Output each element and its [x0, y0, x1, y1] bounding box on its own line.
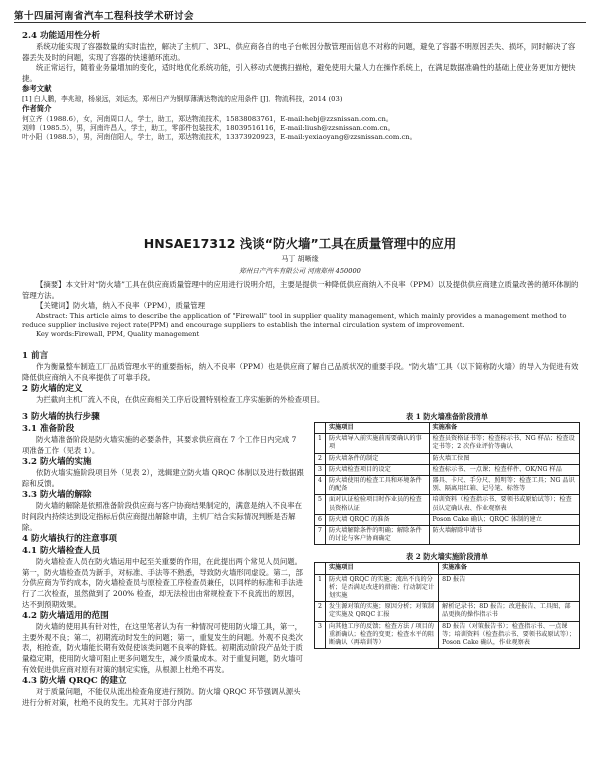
- table-cell: 发生源对策的实施；原因分析；对策制定实施及 QRQC 汇报: [325, 602, 438, 621]
- paragraph: 作为衡量整车制造工厂品质管理水平的重要指标，纳入不良率（PPM）也是供应商了解自己品质状况的重要手段。“防火墙”工具（以下简称防火墙）的导入为促进有效降低供应商纳入不良率提供了可靠手段。: [22, 362, 579, 382]
- abstract-block: [22, 280, 582, 339]
- subsection-heading: 3.1 准备阶段: [22, 424, 75, 434]
- table-cell: 5: [315, 495, 326, 514]
- table-cell: 防火墙检查项目的设定: [325, 464, 429, 475]
- table-header-cell: [315, 563, 326, 574]
- left-column: [22, 411, 306, 708]
- section-heading: 3 防火墙的执行步骤: [22, 412, 100, 422]
- table-cell: 防火墙解除申请书: [429, 526, 580, 545]
- table-row: [315, 476, 580, 495]
- subsection-heading: 4.3 防火墙 QRQC 的建立: [22, 676, 127, 687]
- table-header-cell: 实施项目: [325, 563, 438, 574]
- table-row: [315, 621, 580, 649]
- header-divider: [14, 22, 586, 23]
- intro-block: [22, 350, 582, 406]
- paragraph: 对于质量问题，不能仅从流出检查角度进行预防。防火墙 QRQC 环节强调从源头进行分析对策，杜绝不良的发生。尤其对于部分内部: [22, 687, 301, 707]
- table-1: [314, 422, 580, 545]
- previous-article: [22, 30, 582, 142]
- table-row: [315, 434, 580, 453]
- table-row: [315, 526, 580, 545]
- reference-item: [1] 白人鹏，李兆琼，杨泉远，刘运杰，郑州日产为钢厚薄满达物流的应用条件 [J]．物流科技，2014 (03): [22, 94, 343, 103]
- table-2: [314, 562, 580, 649]
- author-bio: 刘帅（1985.5），男，河南许昌人，学士，助工，零部件包装技术，18039516116，E-mail:liush@zzsnissan.com.cn。: [22, 123, 395, 132]
- table-row: [315, 514, 580, 525]
- table-row: [315, 495, 580, 514]
- table-caption: 表 1 防火墙准备阶段清单: [406, 412, 488, 421]
- table-cell: 解析记录书；8D 报告；改进报告、工具图、部品更换的操作指示书: [439, 602, 580, 621]
- table-cell: 培训资料（检查指示书、要领书或原始试等）；检查员认定确认表、作业观察表: [429, 495, 580, 514]
- paragraph: 防火墙的使用具有针对性，在这里笔者认为有一种情况可使用防火墙工具，第一，主要外观不良；第二，初期流动时发生的问题；第一，重复发生的问题。外观不良类次表，相抢查，防火墙能长期有效促使该类问题不良率的降低。初期流动阶段产品处于质量稳定期，使用防火墙可阻止更多问题发生，减少质量成本。对于重复问题，防火墙可有效促进供应商对原有对策的制定实施，从根源上杜绝不再发。: [22, 622, 303, 674]
- keywords-en: Key words:Firewall, PPM, Quality management: [36, 330, 200, 339]
- table-cell: 6: [315, 514, 326, 525]
- table-cell: 3: [315, 621, 326, 649]
- table-header-cell: [315, 423, 326, 434]
- table-cell: 向其他工序的反馈；检查方法 / 项目的重新确认；检查的变更；检查水平的阻断确认（再培训等）: [325, 621, 438, 649]
- table-header-cell: 实施准备: [429, 423, 580, 434]
- table-cell: 2: [315, 602, 326, 621]
- subsection-heading: 3.2 防火墙的实施: [22, 457, 92, 468]
- table-header-cell: 实施准备: [439, 563, 580, 574]
- references-heading: 参考文献: [22, 84, 52, 94]
- author-bio: 叶小阳（1988.5），男，河南信阳人，学士，助工，郑达物流技术，13373920923，E-mail:yexiaoyang@zzsnissan.com.cn。: [22, 133, 417, 142]
- running-header: 第十四届河南省汽车工程科技学术研讨会: [14, 11, 195, 22]
- subsection-heading: 3.3 防火墙的解除: [22, 490, 92, 501]
- table-cell: 3: [315, 464, 326, 475]
- section-heading: 1 前言: [22, 351, 49, 361]
- table-header-row: [315, 563, 580, 574]
- table-cell: 防火墙使用的检查工具和环境条件的配备: [325, 476, 429, 495]
- table-cell: 检查员资格证书等；检查标示书、NG 样品；检查设定书等；2 次作业评价等确认: [429, 434, 580, 453]
- keywords-cn: 【关键词】防火墙，纳入不良率（PPM），质量管理: [36, 301, 206, 311]
- table-cell: 1: [315, 574, 326, 602]
- article-title: HNSAE17312 浅谈“防火墙”工具在质量管理中的应用: [143, 236, 457, 251]
- table-cell: 防火墙解除条件的明确；解除条件的讨论与客户协商确定: [325, 526, 429, 545]
- table-cell: 防火墙 QRQC 的准备: [325, 514, 429, 525]
- table-cell: 面对认证检验项目时作业员的检查员资格认证: [325, 495, 429, 514]
- paragraph: 防火墙检查人员在防火墙运用中起至关重要的作用，在此提出两个常见人员问题。第一，防火墙检查员为新手，对标准、手法等不熟悉，导致防火墙形同虚设。第二，部分供应商为节约成本，防火墙检查员与原检查工序检查员兼任，以同样的标准和手法进行了二次检查，虽然做到了 200% 检查，却无法检出由常规检查下不良流出的原因，达不到预期效果。: [22, 557, 303, 609]
- table-cell: 4: [315, 476, 326, 495]
- table-row: [315, 602, 580, 621]
- abstract-cn: 【摘要】本文针对“防火墙”工具在供应商质量管理中的应用进行说明介绍，主要是提供一种降低供应商纳入不良率（PPM）以及提供供应商建立质量改善的循环体制的管理方法。: [22, 280, 579, 300]
- author-bio-heading: 作者简介: [22, 104, 52, 114]
- table-caption: 表 2 防火墙实施阶段清单: [406, 552, 488, 562]
- table-row: [315, 464, 580, 475]
- paragraph: 防火墙准备阶段是防火墙实施的必要条件，其要求供应商在 7 个工作日内完成 7 项准备工作（见表 1）。: [22, 435, 297, 455]
- paragraph: 统正常运行，随着业务量增加的变化，适时地优化系统功能，引入移动式便携扫描枪，避免使用大量人力在操作系统上，在满足数据准确性的基础上使业务更加方便快捷。: [22, 63, 576, 83]
- subsection-heading: 4.2 防火墙适用的范围: [22, 611, 109, 622]
- section-heading: 4 防火墙执行的注意事项: [22, 534, 117, 545]
- right-column: [314, 411, 580, 649]
- table-cell: 器具、卡尺、手分尺、照明等；检查工具；NG 品识别、隔离用红箱、记号笔、标签等: [429, 476, 580, 495]
- table-cell: 2: [315, 453, 326, 464]
- table-cell: 8D 报告（对策报告书）；检查指示书、一点课等；培训资料（检查指示书、要领书或原试等）；Poson Cake 确认，作业观察表: [439, 621, 580, 649]
- article-authors: 马丁 胡晰缘: [281, 255, 319, 263]
- table-cell: 防火墙条件的制定: [325, 453, 429, 464]
- table-cell: 防火墙导入前实施前需要确认的事项: [325, 434, 429, 453]
- table-cell: 检查标示书、一点课；检查样件、OK/NG 样品: [429, 464, 580, 475]
- section-heading: 2 防火墙的定义: [22, 384, 83, 395]
- paragraph: 系统功能实现了容器数量的实时监控，解决了主机厂、3PL、供应商各自的电子台帐因分散管理而信息不对称的问题，避免了容器不明原因丢失、损坏，同时解决了容器丢失及时的问题，实现了容器的快速循环流动。: [22, 42, 576, 62]
- table-cell: 防火墙 QRQC 的实施；流出不良的分析；是否满足改进的措施；行动制定计划实施: [325, 574, 438, 602]
- table-header-cell: 实施项目: [325, 423, 429, 434]
- section-heading: 2.4 功能适用性分析: [22, 31, 101, 41]
- abstract-en: Abstract: This article aims to describe the application of "Firewall" tool in supplier quality management, which mainly provides a management method to reduce supplier inclusive reject rate(PPM) and encourage suppliers to establish the internal circulation system of improvement.: [22, 311, 567, 329]
- table-header-row: [315, 423, 580, 434]
- table-row: [315, 453, 580, 464]
- author-bio: 何立齐（1988.6），女，河南周口人，学士，助工，郑达物流技术，15838083761，E-mail:hebj@zzsnissan.com.cn。: [22, 114, 393, 123]
- paragraph: 依防火墙实施阶段项目外（见表 2），选辑建立防火墙 QRQC 体制以及进行数据跟踪和反馈。: [22, 468, 304, 488]
- subsection-heading: 4.1 防火墙检查人员: [22, 546, 101, 557]
- paragraph: 防火墙的解除是依照准备阶段供应商与客户协商结果制定的，满意是纳入不良率在时间段内持续达到设定指标后供应商提出解除申请，主机厂结合实际情况判断是否解除。: [22, 501, 303, 532]
- article-affiliation: 郑州日产汽车有限公司 河南郑州 450000: [239, 267, 361, 275]
- paragraph: 为拦截向主机厂流入不良，在供应商相关工序后设置特别检查工序实施新的外检查项目。: [36, 395, 325, 405]
- table-cell: Poson Cake 确认；QRQC 体制的建立: [429, 514, 580, 525]
- table-cell: 1: [315, 434, 326, 453]
- table-cell: 7: [315, 526, 326, 545]
- table-row: [315, 574, 580, 602]
- table-cell: 防火墙工位图: [429, 453, 580, 464]
- table-cell: 8D 报告: [439, 574, 580, 602]
